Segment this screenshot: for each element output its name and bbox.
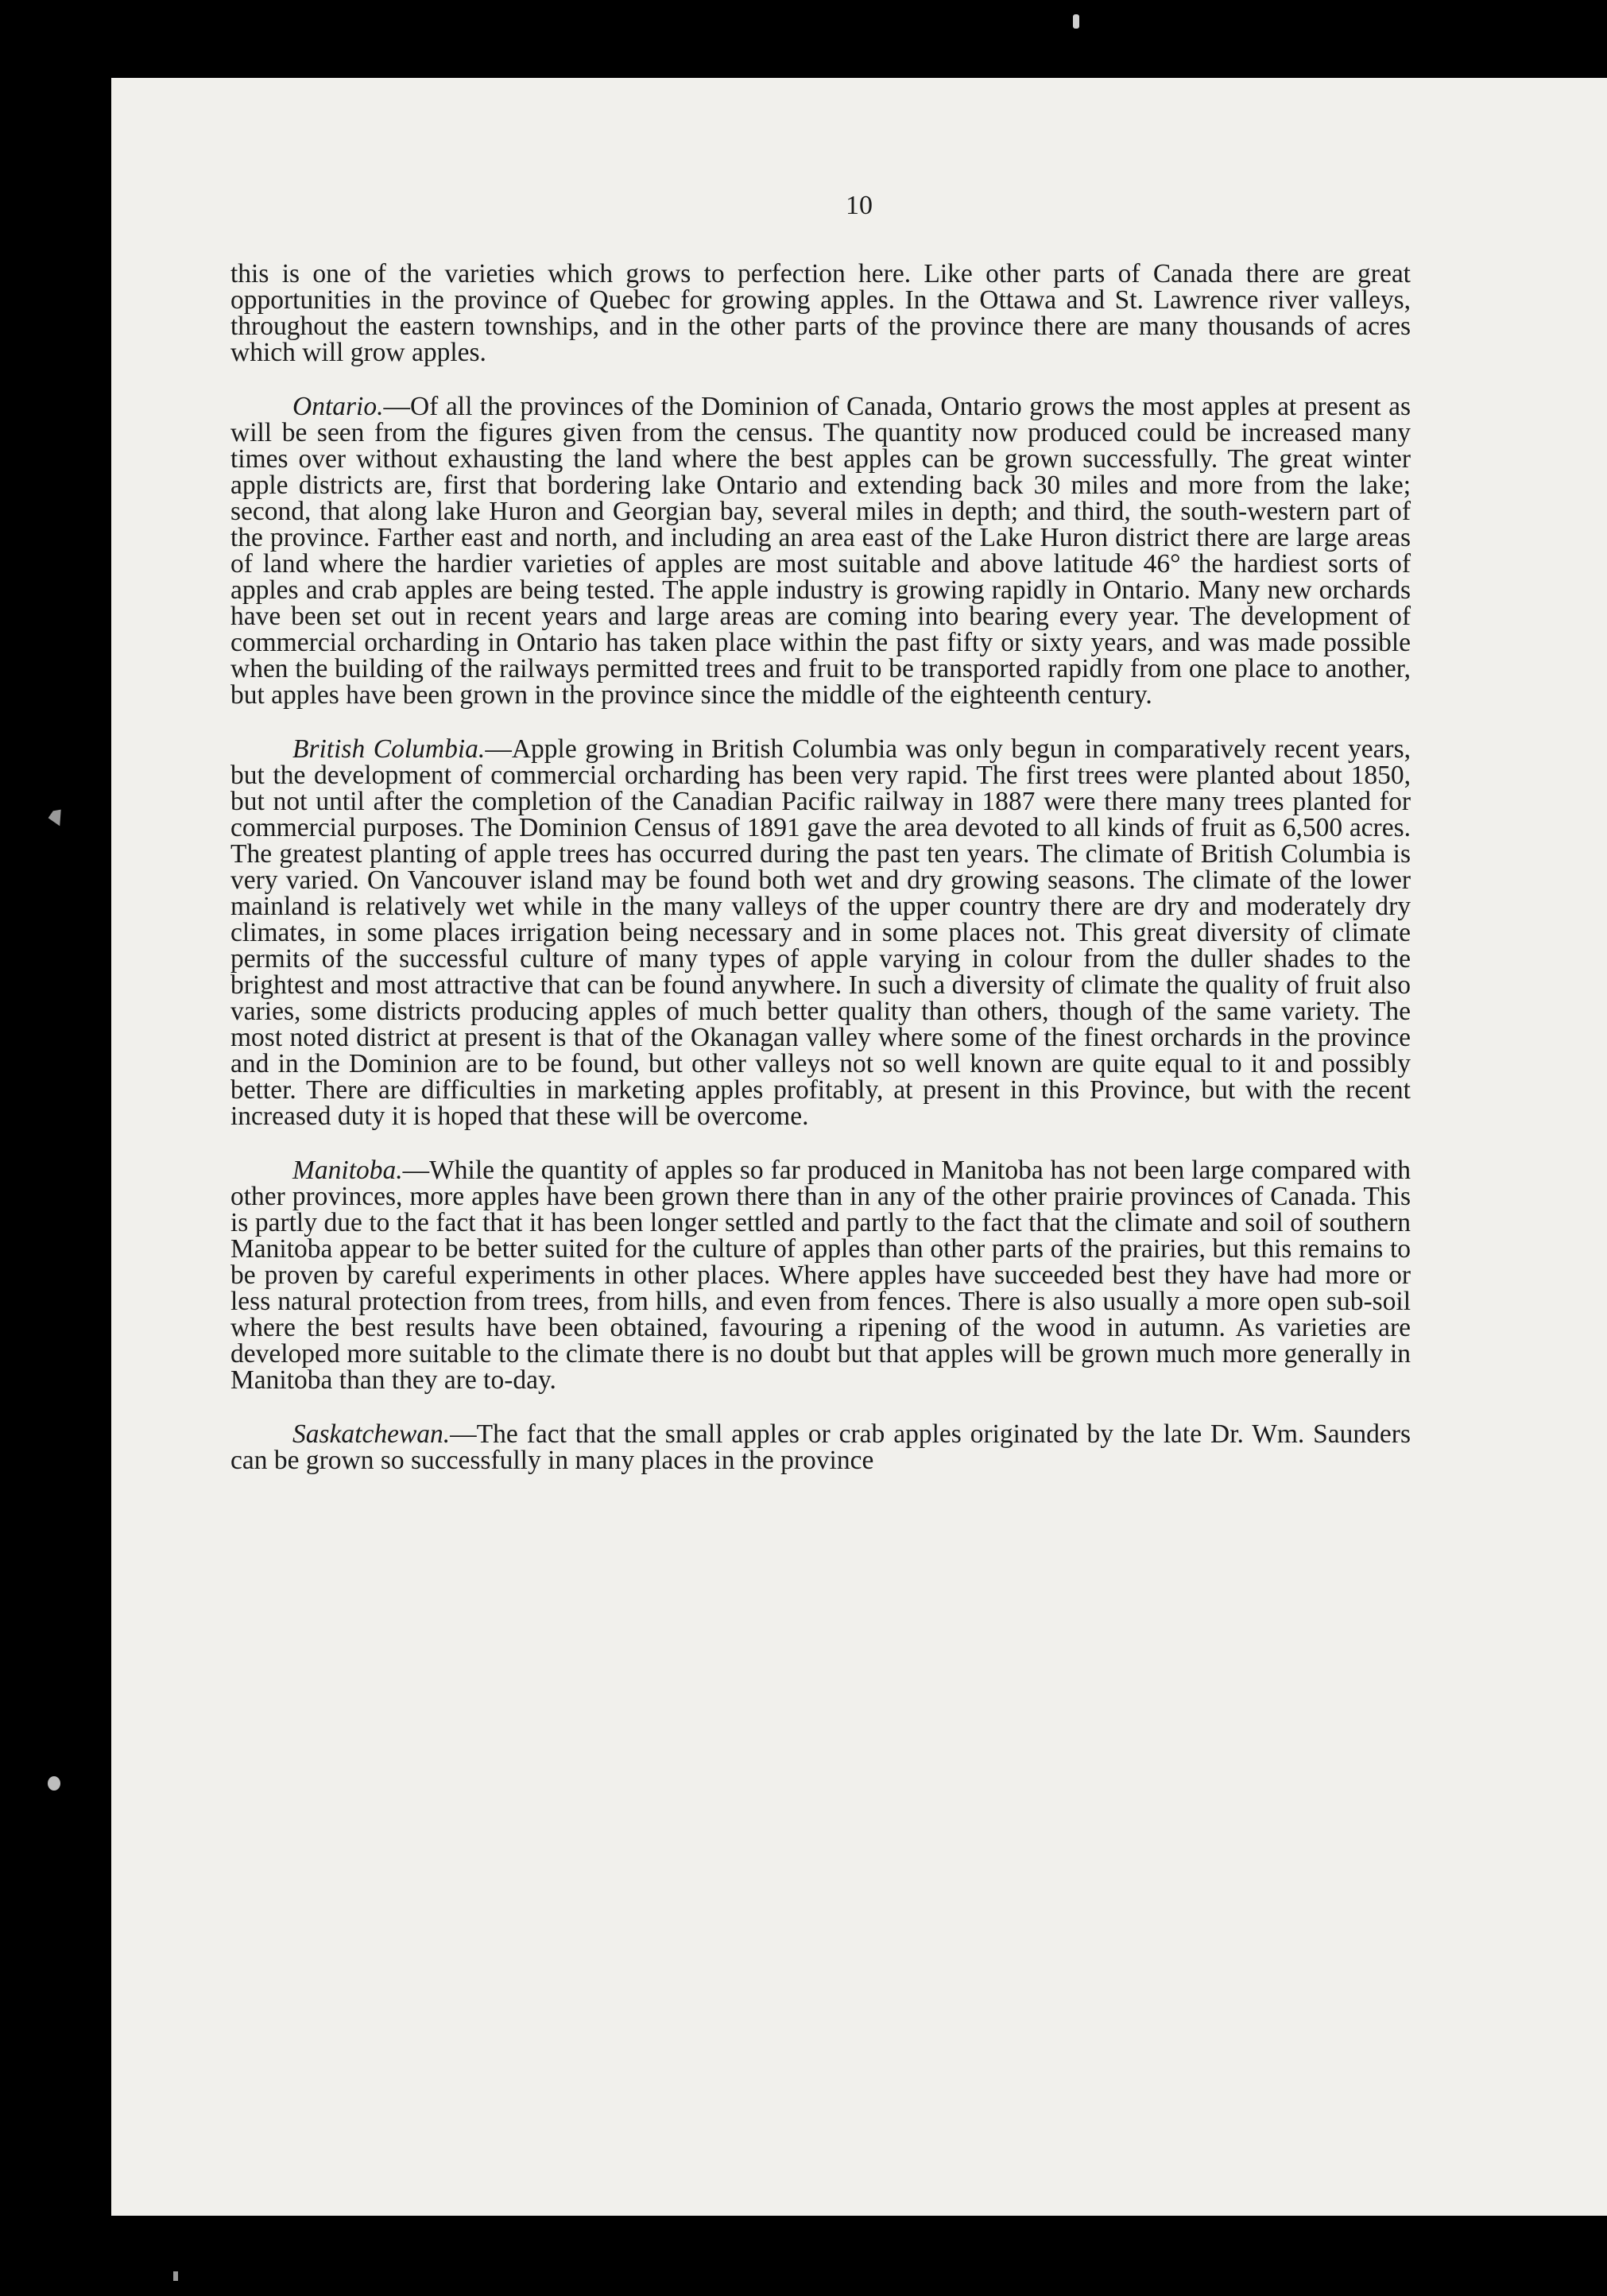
- body-text: [230, 261, 1411, 1501]
- paragraph-british-columbia: [230, 736, 1411, 1129]
- paragraph-text: —Of all the provinces of the Dominion of Canada, Ontario grows the most apples at present as will be seen from the figures given from the census. The quantity now produced could be increased many times over without exhausting the land where the best apples can be grown successfully. The great winter apple districts are, first that bordering lake Ontario and extending back 30 miles and more from the lake; second, that along lake Huron and Georgian bay, several miles in depth; and third, the south-western part of the province. Farther east and north, and including an area east of the Lake Huron district there are large areas of land where the hardier varieties of apples are most suitable and above latitude 46° the hardiest sorts of apples and crab apples are being tested. The apple industry is growing rapidly in Ontario. Many new orchards have been set out in recent years and large areas are coming into bearing every year. The development of commercial orcharding in Ontario has taken place within the past fifty or sixty years, and was made possible when the building of the railways permitted trees and fruit to be transported rapidly from one place to another, but apples have been grown in the province since the middle of the eighteenth century.: [230, 392, 1411, 710]
- section-heading-manitoba: Manitoba.: [292, 1156, 403, 1185]
- paragraph-text: —While the quantity of apples so far produced in Manitoba has not been large compared with other provinces, more apples have been grown there than in any of the other prairie provinces of Canada. This is partly due to the fact that it has been longer settled and partly to the fact that the climate and soil of southern Manitoba appear to be better suited for the culture of apples than other parts of the prairies, but this remains to be proven by careful experiments in other places. Where apples have succeeded best they have had more or less natural protection from trees, from hills, and even from fences. There is also usually a more open sub-soil where the best results have been obtained, favouring a ripening of the wood in autumn. As varieties are developed more suitable to the climate there is no doubt but that apples will be grown much more generally in Manitoba than they are to-day.: [230, 1156, 1411, 1395]
- document-page: [111, 78, 1607, 2216]
- scan-speck: [173, 2271, 178, 2281]
- paragraph-text: —The fact that the small apples or crab apples originated by the late Dr. Wm. Saunders can be grown so successfully in many places in the province: [230, 1419, 1411, 1475]
- paragraph-text: this is one of the varieties which grows to perfection here. Like other parts of Canada there are great opportunities in the province of Quebec for growing apples. In the Ottawa and St. Lawrence river valleys, throughout the eastern townships, and in the other parts of the province there are many thousands of acres which will grow apples.: [230, 259, 1411, 367]
- paragraph-ontario: [230, 393, 1411, 708]
- section-heading-british-columbia: British Columbia.: [292, 734, 486, 764]
- scan-speck: [1073, 14, 1079, 29]
- scan-speck: [48, 1776, 60, 1791]
- page-number: 10: [846, 191, 873, 220]
- section-heading-saskatchewan: Saskatchewan.: [292, 1419, 451, 1449]
- scan-speck: [48, 806, 68, 826]
- paragraph-quebec-continued: [230, 261, 1411, 366]
- paragraph-text: —Apple growing in British Columbia was only begun in comparatively recent years, but the development of commercial orcharding has been very rapid. The first trees were planted about 1850, but not until after the completion of the Canadian Pacific railway in 1887 were there many trees planted for commercial purposes. The Dominion Census of 1891 gave the area devoted to all kinds of fruit as 6,500 acres. The greatest planting of apple trees has occurred during the past ten years. The climate of British Columbia is very varied. On Vancouver island may be found both wet and dry growing seasons. The climate of the lower mainland is relatively wet while in the many valleys of the upper country there are dry and moderately dry climates, in some places irrigation being necessary and in some places not. This great diversity of climate permits of the successful culture of many types of apple varying in colour from the duller shades to the brightest and most attractive that can be found anywhere. In such a diversity of climate the quality of fruit also varies, some districts producing apples of much better quality than others, though of the same variety. The most noted district at present is that of the Okanagan valley where some of the finest orchards in the province and in the Dominion are to be found, but other valleys not so well known are quite equal to it and possibly better. There are difficulties in marketing apples profitably, at present in this Province, but with the recent increased duty it is hoped that these will be overcome.: [230, 734, 1411, 1131]
- paragraph-manitoba: [230, 1157, 1411, 1393]
- paragraph-saskatchewan: [230, 1421, 1411, 1473]
- section-heading-ontario: Ontario.: [292, 392, 384, 421]
